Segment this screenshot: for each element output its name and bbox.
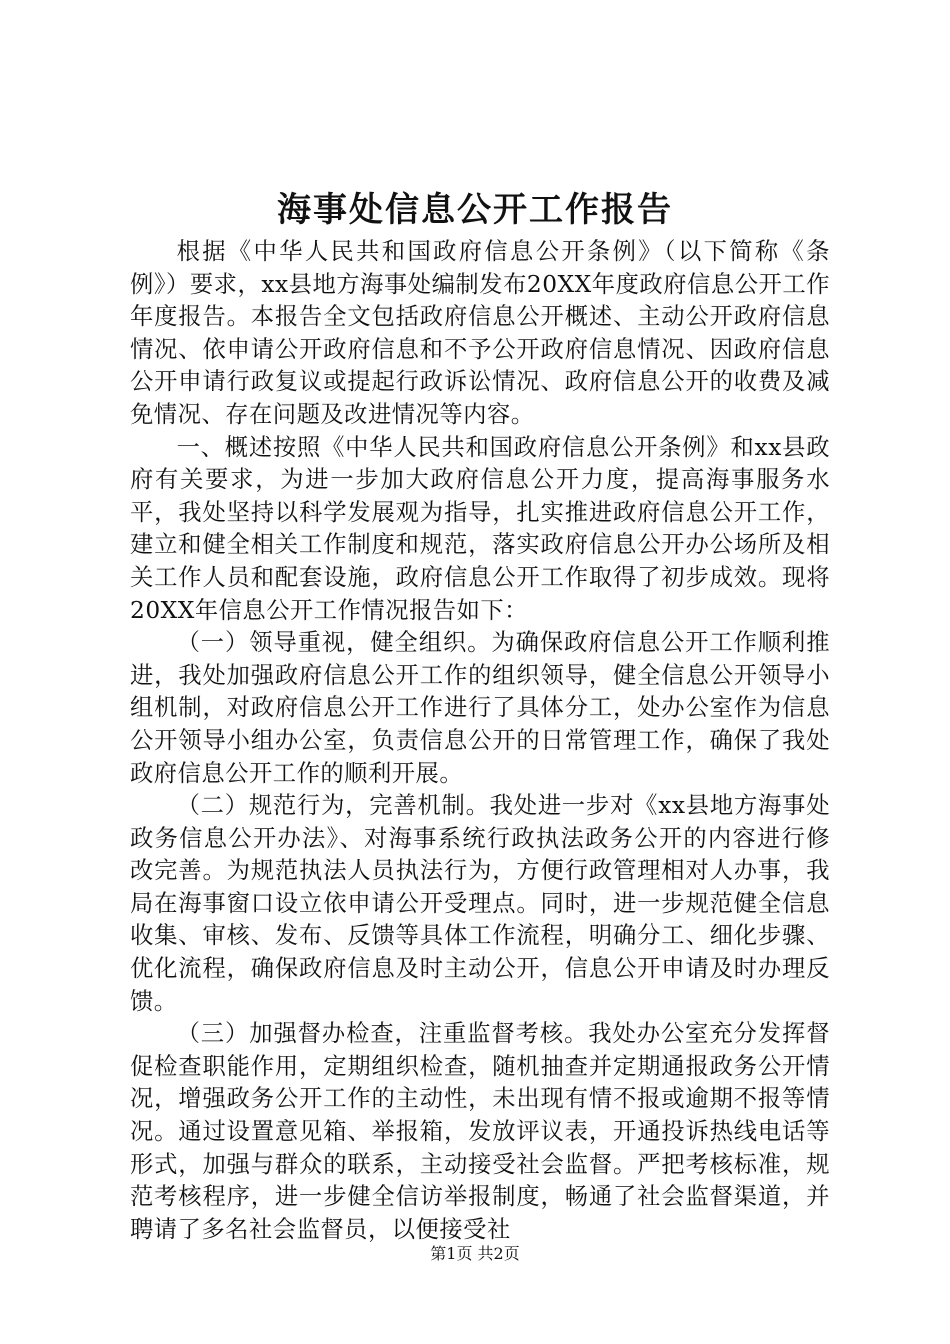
paragraph-section-3: （三）加强督办检查，注重监督考核。我处办公室充分发挥督促检查职能作用，定期组织检查，随机抽查并定期通报政务公开情况，增强政务公开工作的主动性，未出现有情不报或逾期不报等情况。通过设置意见箱、举报箱，发放评议表，开通投诉热线电话等形式，加强与群众的联系，主动接受社会监督。严把考核标准，规范考核程序，进一步健全信访举报制度，畅通了社会监督渠道，并聘请了多名社会监督员，以便接受社 bbox=[130, 1020, 830, 1243]
document-body bbox=[130, 236, 830, 1246]
page-footer: 第1页 共2页 bbox=[430, 1244, 520, 1263]
paragraph-section-2: （二）规范行为，完善机制。我处进一步对《xx县地方海事处政务信息公开办法》、对海事系统行政执法政务公开的内容进行修改完善。为规范执法人员执法行为，方便行政管理相对人办事，我局在海事窗口设立依申请公开受理点。同时，进一步规范健全信息收集、审核、发布、反馈等具体工作流程，明确分工、细化步骤、优化流程，确保政府信息及时主动公开，信息公开申请及时办理反馈。 bbox=[130, 792, 830, 1015]
document-title: 海事处信息公开工作报告 bbox=[277, 190, 673, 230]
paragraph-overview: 一、概述按照《中华人民共和国政府信息公开条例》和xx县政府有关要求，为进一步加大政府信息公开力度，提高海事服务水平，我处坚持以科学发展观为指导，扎实推进政府信息公开工作，建立和健全相关工作制度和规范，落实政府信息公开办公场所及相关工作人员和配套设施，政府信息公开工作取得了初步成效。现将20XX年信息公开工作情况报告如下： bbox=[130, 433, 830, 624]
paragraph-intro: 根据《中华人民共和国政府信息公开条例》（以下简称《条例》）要求，xx县地方海事处编制发布20XX年度政府信息公开工作年度报告。本报告全文包括政府信息公开概述、主动公开政府信息情况、依申请公开政府信息和不予公开政府信息情况、因政府信息公开申请行政复议或提起行政诉讼情况、政府信息公开的收费及减免情况、存在问题及改进情况等内容。 bbox=[130, 238, 830, 428]
paragraph-section-1: （一）领导重视，健全组织。为确保政府信息公开工作顺利推进，我处加强政府信息公开工作的组织领导，健全信息公开领导小组机制，对政府信息公开工作进行了具体分工，处办公室作为信息公开领导小组办公室，负责信息公开的日常管理工作，确保了我处政府信息公开工作的顺利开展。 bbox=[130, 629, 830, 787]
